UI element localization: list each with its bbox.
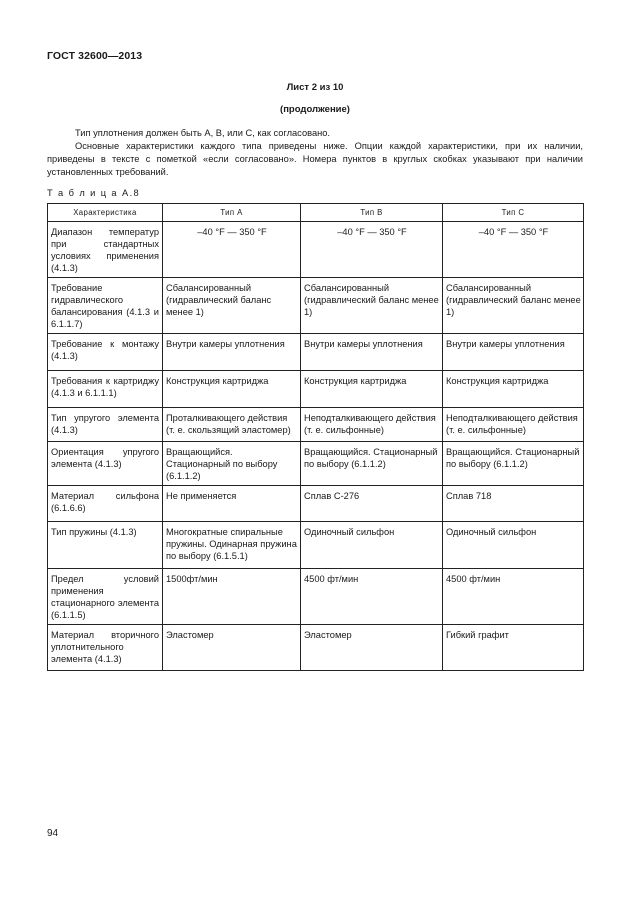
cell-type-b: Одиночный сильфон	[301, 522, 443, 569]
cell-type-b: Конструкция картриджа	[301, 371, 443, 408]
table-row	[48, 222, 584, 278]
cell-type-a: Вращающийся. Стационарный по выбору (6.1.1.2)	[163, 442, 301, 486]
standard-code: ГОСТ 32600—2013	[47, 50, 143, 62]
column-header-type-a: Тип А	[163, 204, 301, 222]
cell-characteristic: Требования к картриджу (4.1.3 и 6.1.1.1)	[48, 371, 163, 408]
characteristics-table	[47, 203, 584, 671]
cell-type-c: Неподталкивающего действия (т. е. сильфонные)	[443, 408, 584, 442]
cell-type-b: 4500 фт/мин	[301, 569, 443, 625]
cell-characteristic: Материал сильфона (6.1.6.6)	[48, 486, 163, 522]
continued-label: (продолжение)	[280, 104, 350, 115]
table-caption: Т а б л и ц а А.8	[47, 188, 141, 198]
column-header-type-c: Тип С	[443, 204, 584, 222]
cell-type-a: Конструкция картриджа	[163, 371, 301, 408]
cell-type-a: Многократные спиральные пружины. Одинарная пружина по выбору (6.1.5.1)	[163, 522, 301, 569]
table-row	[48, 625, 584, 671]
paragraph-text: Основные характеристики каждого типа приведены ниже. Опции каждой характеристики, при их наличии, приведены в тексте с пометкой «если согласовано». Номера пунктов в круглых скобках указывают при наличии установленных требований.	[47, 141, 583, 177]
table-row	[48, 522, 584, 569]
cell-type-a: 1500фт/мин	[163, 569, 301, 625]
column-header-characteristic: Характеристика	[48, 204, 163, 222]
cell-type-b: Вращающийся. Стационарный по выбору (6.1.1.2)	[301, 442, 443, 486]
table-row	[48, 334, 584, 371]
cell-type-a: Эластомер	[163, 625, 301, 671]
cell-type-b: Внутри камеры уплотнения	[301, 334, 443, 371]
cell-characteristic: Требование к монтажу (4.1.3)	[48, 334, 163, 371]
cell-characteristic: Предел условий применения стационарного элемента (6.1.1.5)	[48, 569, 163, 625]
cell-type-c: Внутри камеры уплотнения	[443, 334, 584, 371]
cell-type-c: Конструкция картриджа	[443, 371, 584, 408]
cell-type-b: Неподталкивающего действия (т. е. сильфонные)	[301, 408, 443, 442]
sheet-title: Лист 2 из 10	[286, 82, 344, 93]
cell-type-c: Одиночный сильфон	[443, 522, 584, 569]
table-row	[48, 278, 584, 334]
cell-type-a: Проталкивающего действия (т. е. скользящий эластомер)	[163, 408, 301, 442]
cell-type-a: Внутри камеры уплотнения	[163, 334, 301, 371]
cell-type-c: 4500 фт/мин	[443, 569, 584, 625]
table-row	[48, 442, 584, 486]
table-row	[48, 408, 584, 442]
cell-characteristic: Диапазон температур при стандартных условиях применения (4.1.3)	[48, 222, 163, 278]
cell-type-b: Сплав С-276	[301, 486, 443, 522]
cell-characteristic: Требование гидравлического балансирования (4.1.3 и 6.1.1.7)	[48, 278, 163, 334]
paragraph-characteristics	[47, 140, 583, 179]
cell-type-b: –40 °F — 350 °F	[301, 222, 443, 278]
cell-type-c: Сплав 718	[443, 486, 584, 522]
table-row	[48, 371, 584, 408]
cell-type-c: Сбалансированный (гидравлический баланс менее 1)	[443, 278, 584, 334]
cell-characteristic: Ориентация упругого элемента (4.1.3)	[48, 442, 163, 486]
cell-type-a: –40 °F — 350 °F	[163, 222, 301, 278]
cell-type-c: Вращающийся. Стационарный по выбору (6.1.1.2)	[443, 442, 584, 486]
cell-type-b: Сбалансированный (гидравлический баланс менее 1)	[301, 278, 443, 334]
table-row	[48, 486, 584, 522]
cell-characteristic: Тип упругого элемента (4.1.3)	[48, 408, 163, 442]
page-number: 94	[47, 828, 59, 839]
paragraph-text: Тип уплотнения должен быть А, В, или С, как согласовано.	[75, 128, 331, 138]
table-header-row	[48, 204, 584, 222]
cell-characteristic: Тип пружины (4.1.3)	[48, 522, 163, 569]
cell-type-c: Гибкий графит	[443, 625, 584, 671]
cell-characteristic: Материал вторичного уплотнительного элемента (4.1.3)	[48, 625, 163, 671]
cell-type-b: Эластомер	[301, 625, 443, 671]
table-row	[48, 569, 584, 625]
cell-type-a: Не применяется	[163, 486, 301, 522]
cell-type-c: –40 °F — 350 °F	[443, 222, 584, 278]
paragraph-seal-type	[47, 127, 583, 140]
cell-type-a: Сбалансированный (гидравлический баланс менее 1)	[163, 278, 301, 334]
column-header-type-b: Тип В	[301, 204, 443, 222]
